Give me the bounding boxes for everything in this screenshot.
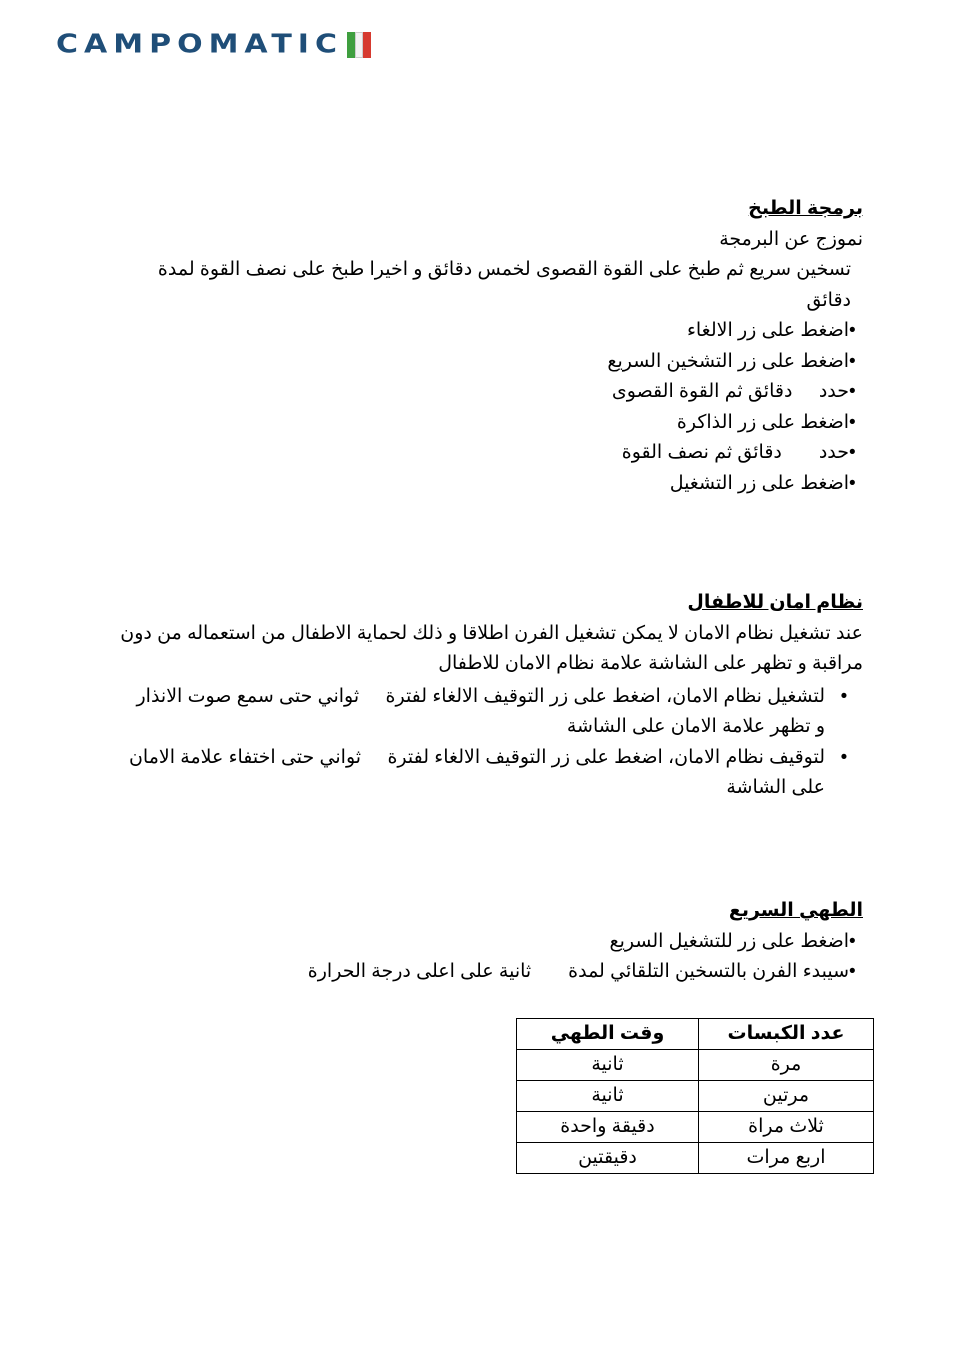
programming-step: •حدد دقائق ثم نصف القوة <box>621 442 856 463</box>
programming-step: •اضغط على زر التشخين السريع <box>607 350 856 372</box>
programming-step: •اضغط على زر التشغيل <box>669 472 856 494</box>
safety-item: • لتشغيل نظام الامان، اضغط على زر التوقيف الالغاء لفترة ثواني حتى سمع صوت الانذار و تظهر علامة الامان على الشاشة <box>131 685 848 737</box>
programming-description: تسخين سريع ثم طبخ على القوة القصوى لخمس دقائق و اخيرا طبخ على نصف القوة لمدة دقائق <box>157 259 851 311</box>
table-cell: ثانية <box>517 1050 699 1081</box>
table-header-presses: عدد الكبسات <box>699 1019 874 1050</box>
safety-description: عند تشغيل نظام الامان لا يمكن تشغيل الفرن اطلاقا و ذلك لحماية الاطفال من استعماله من دون مراقبة و تظهر على الشاشة علامة نظام الامان للاطفال <box>120 622 863 674</box>
quick-step: •سيبدء الفرن بالتسخين التلقائي لمدة ثانية على اعلى درجة الحرارة <box>307 961 856 982</box>
table-cell: دقيقة واحدة <box>517 1112 699 1143</box>
campomatic-logo <box>56 30 371 60</box>
table-row <box>517 1081 874 1112</box>
safety-item: • لتوقيف نظام الامان، اضغط على زر التوقيف الالغاء لفترة ثواني حتى اختفاء علامة الامان على الشاشة <box>123 746 848 798</box>
table-cell: ثانية <box>517 1081 699 1112</box>
safety-heading: نظام امان للاطفال <box>687 592 863 613</box>
safety-section <box>73 588 863 804</box>
table-header-time: وقت الطهي <box>517 1019 699 1050</box>
quick-section <box>223 896 863 988</box>
table-cell: ثلاث مراة <box>699 1112 874 1143</box>
logo-text: CAMPOMATIC <box>56 29 343 60</box>
table-cell: مرتين <box>699 1081 874 1112</box>
table-row <box>517 1143 874 1174</box>
table-cell: مرة <box>699 1050 874 1081</box>
programming-step: •اضغط على زر الذاكرة <box>676 411 856 433</box>
table-cell: اربع مرات <box>699 1143 874 1174</box>
quick-step: •اضغط على زر للتشغيل السريع <box>609 930 856 952</box>
cooking-time-table <box>516 1018 874 1174</box>
table-cell: دقيقتين <box>517 1143 699 1174</box>
italian-flag-icon <box>347 32 371 58</box>
table-row <box>517 1050 874 1081</box>
table-row <box>517 1112 874 1143</box>
programming-step: •حدد دقائق ثم القوة القصوى <box>611 381 856 402</box>
programming-section <box>123 194 863 499</box>
programming-step: •اضغط على زر الالغاء <box>686 320 856 341</box>
programming-example: نموزج عن البرمجة <box>719 228 863 250</box>
quick-heading: الطهي السريع <box>728 900 863 921</box>
table-header-row <box>517 1019 874 1050</box>
programming-heading: برمجة الطبخ <box>748 198 863 219</box>
